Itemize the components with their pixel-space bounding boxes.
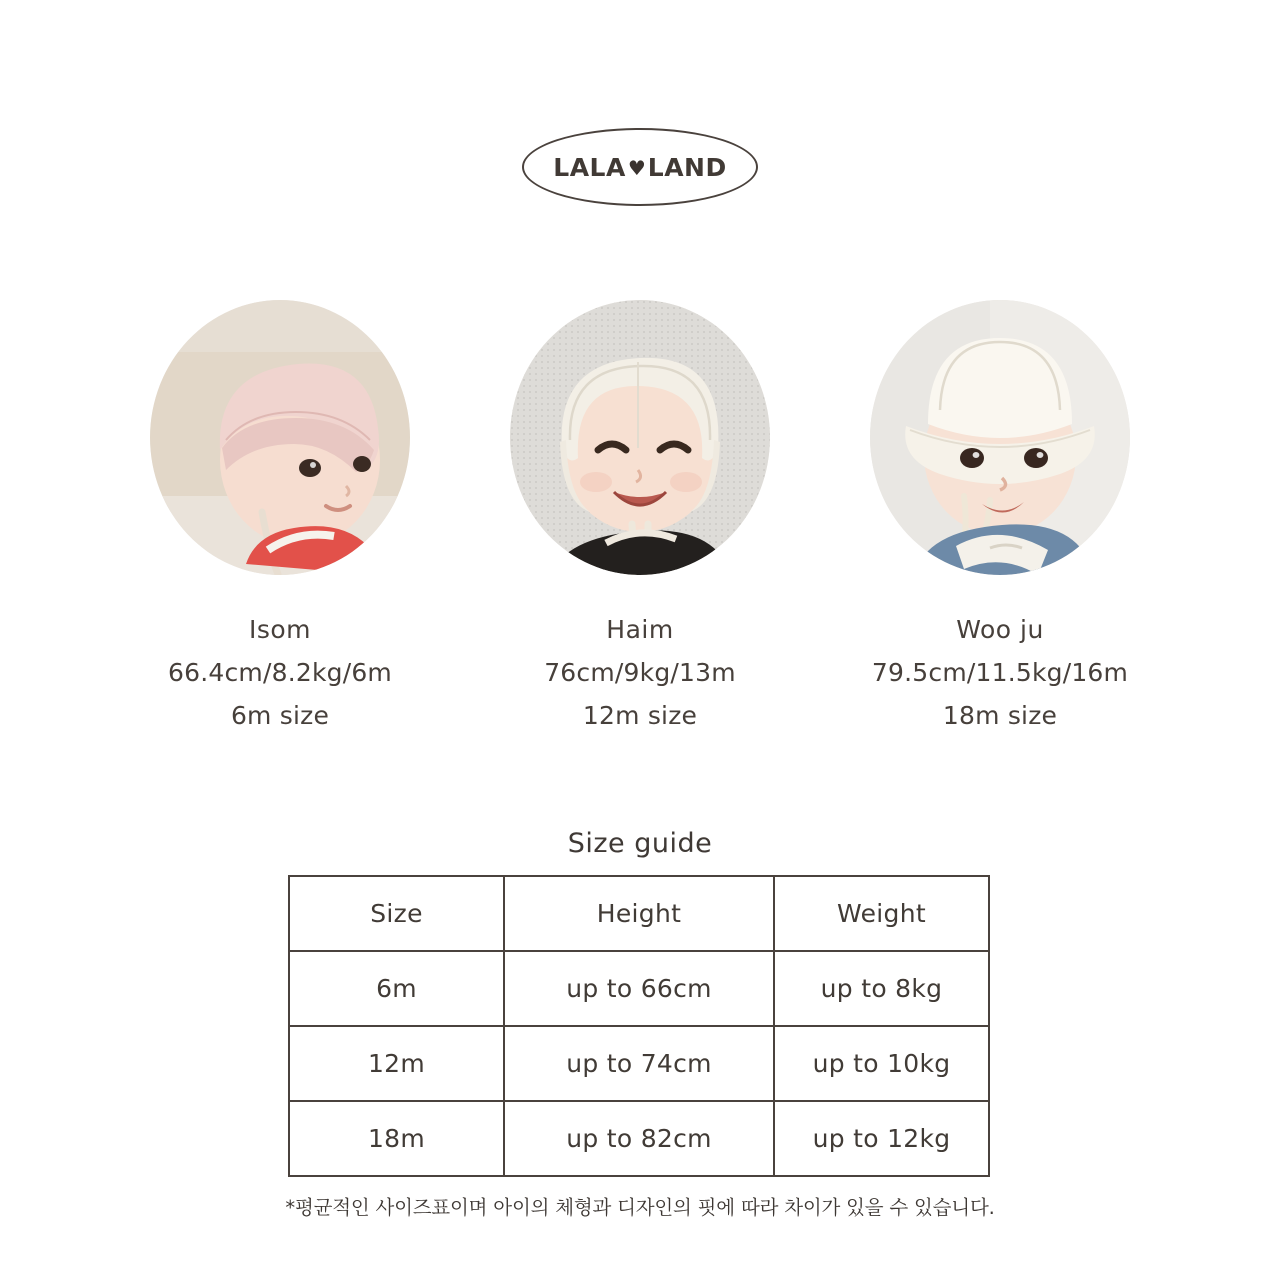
logo-text-right: LAND: [647, 152, 727, 182]
model-photo-wooju: [870, 300, 1130, 575]
model-photo-haim: [510, 300, 770, 575]
heart-icon: ♥: [627, 156, 646, 180]
cell-weight: up to 8kg: [774, 951, 989, 1026]
model-card: [150, 300, 410, 730]
model-photo-isom: [150, 300, 410, 575]
logo-oval-border: [522, 128, 758, 206]
size-guide-table: [288, 875, 990, 1177]
model-spec: 66.4cm/8.2kg/6m: [168, 658, 392, 687]
model-size: 12m size: [582, 701, 698, 730]
model-size: 18m size: [942, 701, 1058, 730]
cell-size: 12m: [289, 1026, 504, 1101]
cell-height: up to 74cm: [504, 1026, 774, 1101]
cell-size: 6m: [289, 951, 504, 1026]
model-spec: 76cm/9kg/13m: [544, 658, 736, 687]
size-guide-title: Size guide: [567, 828, 713, 859]
column-header-size: Size: [289, 876, 504, 951]
brand-logo: [0, 128, 1280, 206]
model-spec: 79.5cm/11.5kg/16m: [871, 658, 1129, 687]
logo-text-left: LALA: [553, 152, 626, 182]
cell-size: 18m: [289, 1101, 504, 1176]
cell-height: up to 82cm: [504, 1101, 774, 1176]
cell-weight: up to 12kg: [774, 1101, 989, 1176]
model-gallery: [0, 300, 1280, 730]
column-header-height: Height: [504, 876, 774, 951]
model-size: 6m size: [230, 701, 330, 730]
model-name: Isom: [248, 615, 312, 644]
model-card: [510, 300, 770, 730]
table-header-row: [289, 876, 989, 951]
cell-weight: up to 10kg: [774, 1026, 989, 1101]
model-name: Haim: [606, 615, 674, 644]
cell-height: up to 66cm: [504, 951, 774, 1026]
column-header-weight: Weight: [774, 876, 989, 951]
size-guide-note: *평균적인 사이즈표이며 아이의 체형과 디자인의 핏에 따라 차이가 있을 수 있습니다.: [285, 1196, 995, 1219]
model-card: [870, 300, 1130, 730]
table-row: [289, 951, 989, 1026]
table-row: [289, 1101, 989, 1176]
model-name: Woo ju: [956, 615, 1044, 644]
table-row: [289, 1026, 989, 1101]
